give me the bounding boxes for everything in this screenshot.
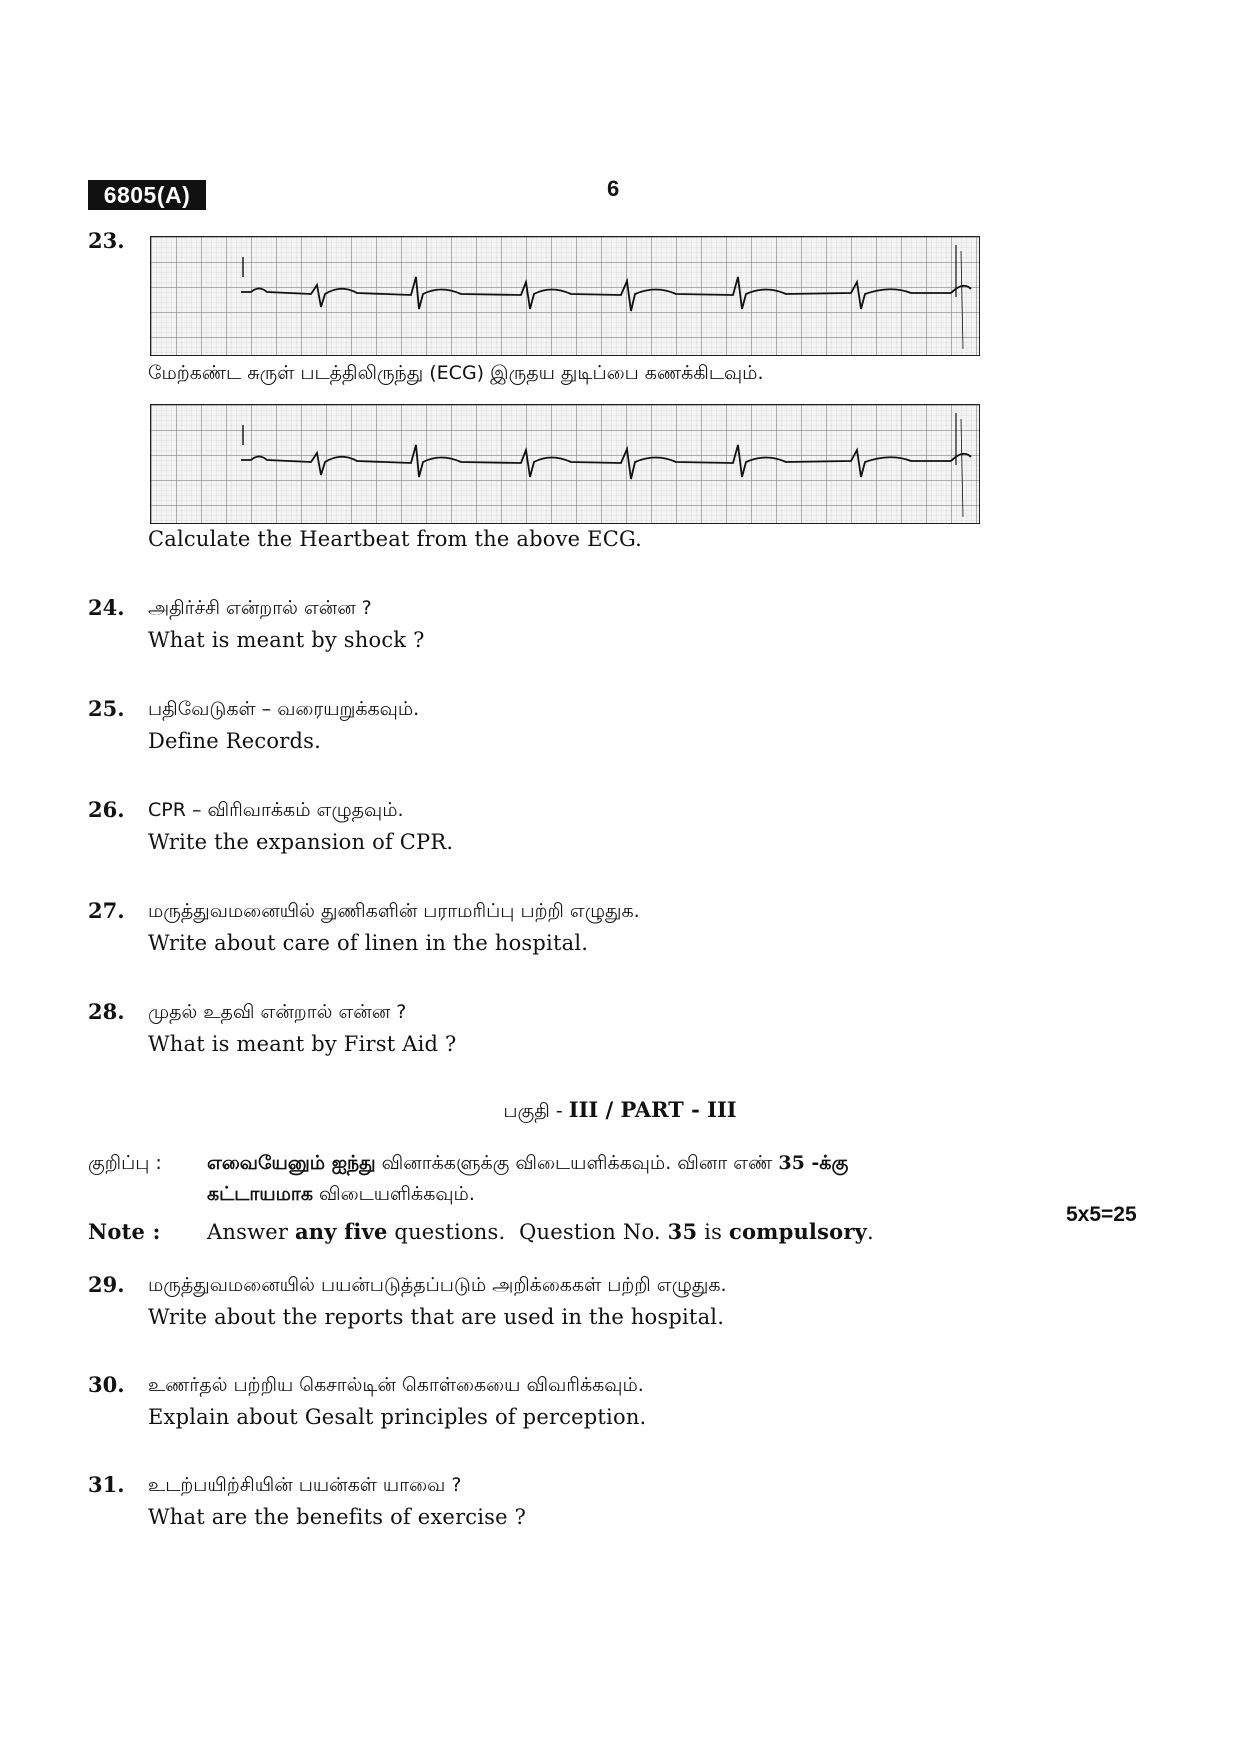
note-e1: Answer (207, 1220, 295, 1244)
note-tamil-mid: வினாக்களுக்கு விடையளிக்கவும். வினா எண் (375, 1152, 779, 1174)
note-e-35: 35 (667, 1219, 698, 1244)
note-tamil-compulsory: கட்டாயமாக (207, 1183, 313, 1205)
question-26-tamil: CPR – விரிவாக்கம் எழுதவும். (148, 799, 404, 821)
question-number-29: 29. (88, 1272, 125, 1297)
question-number-26: 26. (88, 797, 125, 822)
note-e5: is (697, 1220, 729, 1244)
note-label: Note : (88, 1219, 161, 1244)
question-26-english: Write the expansion of CPR. (148, 830, 454, 854)
question-number-27: 27. (88, 898, 125, 923)
page-number: 6 (607, 176, 620, 201)
note-e3: questions. Question No. (387, 1220, 668, 1244)
paper-code-badge: 6805(A) (88, 180, 206, 210)
question-31-tamil: உடற்பயிற்சியின் பயன்கள் யாவை ? (148, 1474, 462, 1496)
note-text-english (207, 1219, 874, 1244)
question-29-tamil: மருத்துவமனையில் பயன்படுத்தப்படும் அறிக்கைகள் பற்றி எழுதுக. (148, 1274, 727, 1296)
question-28-english: What is meant by First Aid ? (148, 1032, 457, 1056)
note-tamil-end: விடையளிக்கவும். (312, 1183, 475, 1205)
note-e7: . (867, 1220, 874, 1244)
question-23-english: Calculate the Heartbeat from the above ECG. (148, 527, 643, 551)
question-25-english: Define Records. (148, 729, 321, 753)
question-24-tamil: அதிர்ச்சி என்றால் என்ன ? (148, 597, 372, 619)
question-number-30: 30. (88, 1372, 125, 1397)
question-27-tamil: மருத்துவமனையில் துணிகளின் பராமரிப்பு பற்றி எழுதுக. (148, 900, 640, 922)
note-e-any-five: any five (294, 1219, 388, 1244)
note-tamil-any-five: எவையேனும் ஐந்து (207, 1152, 376, 1174)
question-number-23: 23. (88, 228, 125, 253)
note-e-compulsory: compulsory (728, 1219, 867, 1244)
question-number-25: 25. (88, 696, 125, 721)
question-25-tamil: பதிவேடுகள் – வரையறுக்கவும். (148, 698, 420, 720)
question-29-english: Write about the reports that are used in the hospital. (148, 1305, 725, 1329)
note-tamil-q35: 35 -க்கு (778, 1152, 849, 1174)
question-30-tamil: உணர்தல் பற்றிய கெசால்டின் கொள்கையை விவரிக்கவும். (148, 1374, 644, 1396)
question-number-24: 24. (88, 595, 125, 620)
question-24-english: What is meant by shock ? (148, 628, 425, 652)
note-label-tamil: குறிப்பு : (88, 1152, 162, 1174)
question-30-english: Explain about Gesalt principles of perception. (148, 1405, 647, 1429)
marks-allocation: 5x5=25 (1066, 1203, 1137, 1226)
question-number-28: 28. (88, 999, 125, 1024)
question-28-tamil: முதல் உதவி என்றால் என்ன ? (148, 1001, 407, 1023)
part-title-tamil: பகுதி - (503, 1100, 569, 1122)
question-number-31: 31. (88, 1472, 125, 1497)
question-27-english: Write about care of linen in the hospital. (148, 931, 589, 955)
part-three-title (0, 1097, 1240, 1125)
note-text-tamil-line2 (207, 1183, 475, 1208)
part-title-english: III / PART - III (568, 1097, 737, 1122)
question-31-english: What are the benefits of exercise ? (148, 1505, 527, 1529)
question-23-tamil: மேற்கண்ட சுருள் படத்திலிருந்து (ECG) இருதய துடிப்பை கணக்கிடவும். (148, 362, 764, 384)
ecg-strip-1 (150, 236, 980, 356)
ecg-strip-2 (150, 404, 980, 524)
note-text-tamil-line1 (207, 1152, 1127, 1177)
